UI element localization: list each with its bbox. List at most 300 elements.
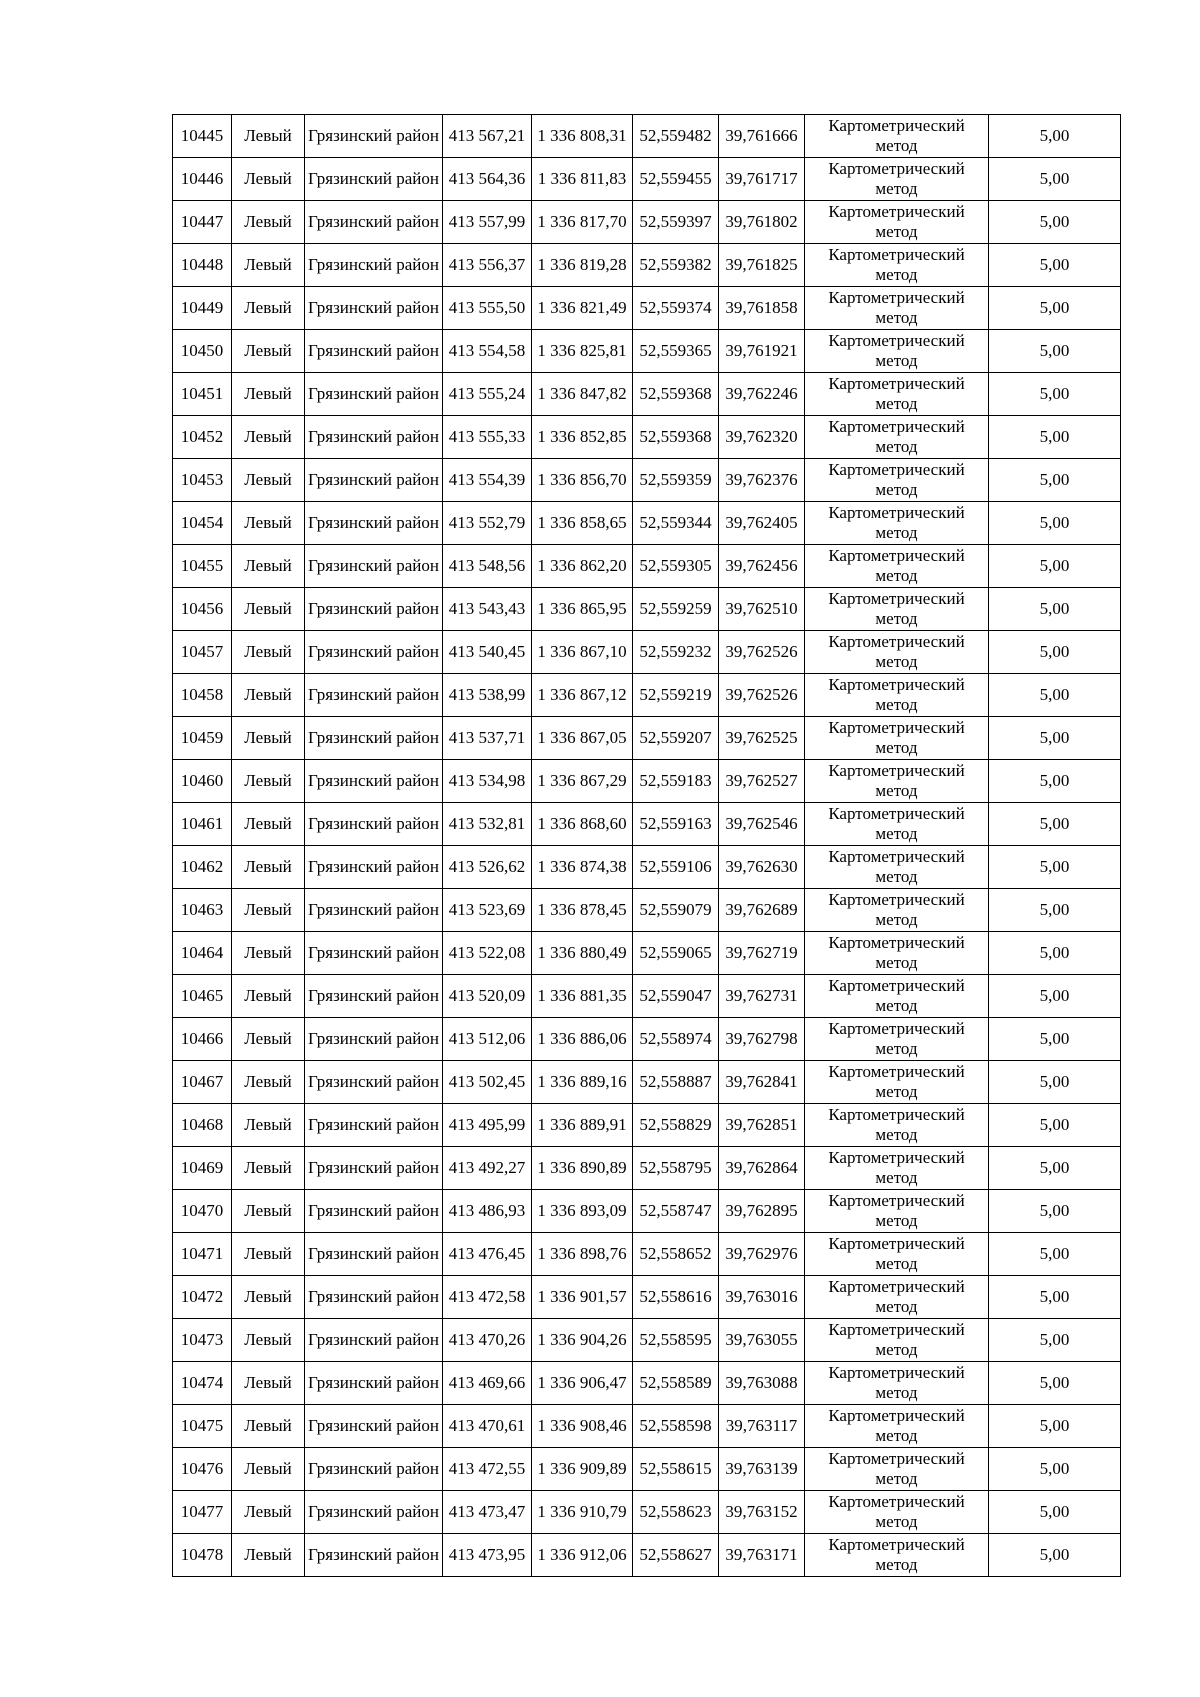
cell-latitude: 52,558887 <box>633 1061 719 1104</box>
cell-district: Грязинский район <box>305 932 443 975</box>
cell-point-number: 10464 <box>173 932 232 975</box>
cell-coord-y: 1 336 821,49 <box>532 287 633 330</box>
cell-coord-x: 413 502,45 <box>443 1061 532 1104</box>
cell-coord-y: 1 336 904,26 <box>532 1319 633 1362</box>
cell-longitude: 39,762841 <box>719 1061 805 1104</box>
cell-coord-x: 413 555,33 <box>443 416 532 459</box>
cell-longitude: 39,761666 <box>719 115 805 158</box>
table-row <box>173 1104 1121 1147</box>
cell-longitude: 39,761921 <box>719 330 805 373</box>
cell-district: Грязинский район <box>305 201 443 244</box>
cell-district: Грязинский район <box>305 330 443 373</box>
cell-latitude: 52,558795 <box>633 1147 719 1190</box>
cell-latitude: 52,559305 <box>633 545 719 588</box>
cell-district: Грязинский район <box>305 1405 443 1448</box>
cell-point-number: 10465 <box>173 975 232 1018</box>
cell-coord-y: 1 336 912,06 <box>532 1534 633 1577</box>
cell-coord-x: 413 555,24 <box>443 373 532 416</box>
cell-coord-x: 413 523,69 <box>443 889 532 932</box>
cell-point-number: 10448 <box>173 244 232 287</box>
cell-longitude: 39,762376 <box>719 459 805 502</box>
cell-point-number: 10457 <box>173 631 232 674</box>
table-row <box>173 373 1121 416</box>
cell-longitude: 39,762526 <box>719 674 805 717</box>
coordinates-table <box>172 114 1121 1577</box>
cell-method: Картометрический метод <box>805 717 989 760</box>
cell-district: Грязинский район <box>305 1061 443 1104</box>
table-row <box>173 1233 1121 1276</box>
cell-latitude: 52,558747 <box>633 1190 719 1233</box>
cell-accuracy: 5,00 <box>989 1319 1121 1362</box>
cell-district: Грязинский район <box>305 115 443 158</box>
cell-bank-side: Левый <box>232 1061 305 1104</box>
cell-coord-x: 413 564,36 <box>443 158 532 201</box>
cell-bank-side: Левый <box>232 416 305 459</box>
cell-bank-side: Левый <box>232 115 305 158</box>
cell-bank-side: Левый <box>232 1319 305 1362</box>
cell-point-number: 10456 <box>173 588 232 631</box>
cell-point-number: 10469 <box>173 1147 232 1190</box>
cell-bank-side: Левый <box>232 975 305 1018</box>
cell-accuracy: 5,00 <box>989 1190 1121 1233</box>
cell-method: Картометрический метод <box>805 287 989 330</box>
cell-coord-y: 1 336 889,16 <box>532 1061 633 1104</box>
cell-coord-y: 1 336 852,85 <box>532 416 633 459</box>
cell-method: Картометрический метод <box>805 502 989 545</box>
table-row <box>173 674 1121 717</box>
cell-method: Картометрический метод <box>805 1147 989 1190</box>
cell-coord-x: 413 472,58 <box>443 1276 532 1319</box>
cell-coord-x: 413 557,99 <box>443 201 532 244</box>
cell-point-number: 10458 <box>173 674 232 717</box>
cell-latitude: 52,558974 <box>633 1018 719 1061</box>
cell-coord-y: 1 336 878,45 <box>532 889 633 932</box>
cell-method: Картометрический метод <box>805 1061 989 1104</box>
cell-point-number: 10468 <box>173 1104 232 1147</box>
cell-method: Картометрический метод <box>805 158 989 201</box>
cell-accuracy: 5,00 <box>989 1491 1121 1534</box>
cell-longitude: 39,762526 <box>719 631 805 674</box>
cell-accuracy: 5,00 <box>989 674 1121 717</box>
cell-point-number: 10446 <box>173 158 232 201</box>
cell-longitude: 39,762405 <box>719 502 805 545</box>
cell-method: Картометрический метод <box>805 588 989 631</box>
cell-accuracy: 5,00 <box>989 1104 1121 1147</box>
cell-district: Грязинский район <box>305 545 443 588</box>
cell-longitude: 39,762689 <box>719 889 805 932</box>
cell-latitude: 52,559183 <box>633 760 719 803</box>
cell-latitude: 52,559374 <box>633 287 719 330</box>
cell-coord-x: 413 473,95 <box>443 1534 532 1577</box>
cell-accuracy: 5,00 <box>989 631 1121 674</box>
cell-district: Грязинский район <box>305 373 443 416</box>
cell-latitude: 52,559106 <box>633 846 719 889</box>
cell-accuracy: 5,00 <box>989 588 1121 631</box>
cell-point-number: 10476 <box>173 1448 232 1491</box>
cell-longitude: 39,762731 <box>719 975 805 1018</box>
cell-point-number: 10471 <box>173 1233 232 1276</box>
cell-coord-x: 413 526,62 <box>443 846 532 889</box>
table-row <box>173 1018 1121 1061</box>
cell-longitude: 39,761717 <box>719 158 805 201</box>
cell-coord-x: 413 495,99 <box>443 1104 532 1147</box>
cell-latitude: 52,559382 <box>633 244 719 287</box>
cell-method: Картометрический метод <box>805 975 989 1018</box>
table-row <box>173 502 1121 545</box>
cell-method: Картометрический метод <box>805 1190 989 1233</box>
cell-coord-y: 1 336 867,12 <box>532 674 633 717</box>
cell-coord-x: 413 538,99 <box>443 674 532 717</box>
cell-accuracy: 5,00 <box>989 1448 1121 1491</box>
cell-coord-x: 413 512,06 <box>443 1018 532 1061</box>
cell-coord-x: 413 472,55 <box>443 1448 532 1491</box>
cell-coord-x: 413 552,79 <box>443 502 532 545</box>
cell-district: Грязинский район <box>305 1362 443 1405</box>
table-row <box>173 1276 1121 1319</box>
cell-method: Картометрический метод <box>805 545 989 588</box>
cell-longitude: 39,762895 <box>719 1190 805 1233</box>
cell-accuracy: 5,00 <box>989 244 1121 287</box>
cell-coord-x: 413 470,26 <box>443 1319 532 1362</box>
cell-point-number: 10445 <box>173 115 232 158</box>
cell-district: Грязинский район <box>305 416 443 459</box>
cell-latitude: 52,559065 <box>633 932 719 975</box>
cell-bank-side: Левый <box>232 545 305 588</box>
cell-method: Картометрический метод <box>805 330 989 373</box>
cell-method: Картометрический метод <box>805 1276 989 1319</box>
cell-bank-side: Левый <box>232 1448 305 1491</box>
cell-coord-x: 413 476,45 <box>443 1233 532 1276</box>
cell-latitude: 52,558652 <box>633 1233 719 1276</box>
cell-latitude: 52,558595 <box>633 1319 719 1362</box>
cell-accuracy: 5,00 <box>989 1147 1121 1190</box>
cell-district: Грязинский район <box>305 717 443 760</box>
cell-coord-x: 413 473,47 <box>443 1491 532 1534</box>
cell-latitude: 52,558616 <box>633 1276 719 1319</box>
cell-accuracy: 5,00 <box>989 201 1121 244</box>
cell-bank-side: Левый <box>232 631 305 674</box>
cell-bank-side: Левый <box>232 201 305 244</box>
cell-bank-side: Левый <box>232 1018 305 1061</box>
cell-latitude: 52,559368 <box>633 373 719 416</box>
cell-point-number: 10453 <box>173 459 232 502</box>
cell-accuracy: 5,00 <box>989 1534 1121 1577</box>
cell-latitude: 52,559163 <box>633 803 719 846</box>
cell-coord-y: 1 336 909,89 <box>532 1448 633 1491</box>
cell-method: Картометрический метод <box>805 846 989 889</box>
cell-accuracy: 5,00 <box>989 803 1121 846</box>
cell-accuracy: 5,00 <box>989 1362 1121 1405</box>
cell-method: Картометрический метод <box>805 932 989 975</box>
cell-coord-y: 1 336 862,20 <box>532 545 633 588</box>
table-row <box>173 717 1121 760</box>
cell-longitude: 39,761858 <box>719 287 805 330</box>
cell-latitude: 52,559344 <box>633 502 719 545</box>
table-row <box>173 631 1121 674</box>
cell-longitude: 39,762546 <box>719 803 805 846</box>
cell-accuracy: 5,00 <box>989 502 1121 545</box>
cell-coord-y: 1 336 867,05 <box>532 717 633 760</box>
cell-method: Картометрический метод <box>805 201 989 244</box>
cell-coord-y: 1 336 867,10 <box>532 631 633 674</box>
cell-method: Картометрический метод <box>805 803 989 846</box>
cell-bank-side: Левый <box>232 1233 305 1276</box>
cell-longitude: 39,762798 <box>719 1018 805 1061</box>
cell-accuracy: 5,00 <box>989 373 1121 416</box>
cell-district: Грязинский район <box>305 631 443 674</box>
cell-bank-side: Левый <box>232 846 305 889</box>
cell-latitude: 52,559359 <box>633 459 719 502</box>
cell-method: Картометрический метод <box>805 889 989 932</box>
cell-bank-side: Левый <box>232 502 305 545</box>
cell-bank-side: Левый <box>232 244 305 287</box>
cell-district: Грязинский район <box>305 1147 443 1190</box>
cell-coord-x: 413 469,66 <box>443 1362 532 1405</box>
cell-method: Картометрический метод <box>805 1405 989 1448</box>
cell-coord-y: 1 336 906,47 <box>532 1362 633 1405</box>
cell-method: Картометрический метод <box>805 631 989 674</box>
table-row <box>173 1534 1121 1577</box>
cell-coord-x: 413 554,58 <box>443 330 532 373</box>
cell-longitude: 39,762510 <box>719 588 805 631</box>
cell-district: Грязинский район <box>305 158 443 201</box>
cell-bank-side: Левый <box>232 674 305 717</box>
cell-bank-side: Левый <box>232 717 305 760</box>
cell-accuracy: 5,00 <box>989 717 1121 760</box>
cell-bank-side: Левый <box>232 1491 305 1534</box>
cell-point-number: 10451 <box>173 373 232 416</box>
cell-point-number: 10447 <box>173 201 232 244</box>
cell-coord-y: 1 336 847,82 <box>532 373 633 416</box>
cell-point-number: 10475 <box>173 1405 232 1448</box>
table-row <box>173 760 1121 803</box>
cell-point-number: 10466 <box>173 1018 232 1061</box>
cell-latitude: 52,558615 <box>633 1448 719 1491</box>
cell-longitude: 39,761802 <box>719 201 805 244</box>
cell-district: Грязинский район <box>305 287 443 330</box>
cell-accuracy: 5,00 <box>989 1276 1121 1319</box>
table-row <box>173 201 1121 244</box>
cell-coord-x: 413 486,93 <box>443 1190 532 1233</box>
cell-point-number: 10450 <box>173 330 232 373</box>
table-row <box>173 244 1121 287</box>
cell-latitude: 52,559259 <box>633 588 719 631</box>
cell-coord-y: 1 336 811,83 <box>532 158 633 201</box>
cell-method: Картометрический метод <box>805 244 989 287</box>
cell-district: Грязинский район <box>305 502 443 545</box>
cell-method: Картометрический метод <box>805 1319 989 1362</box>
cell-latitude: 52,559482 <box>633 115 719 158</box>
cell-point-number: 10455 <box>173 545 232 588</box>
cell-point-number: 10460 <box>173 760 232 803</box>
table-row <box>173 158 1121 201</box>
cell-coord-y: 1 336 889,91 <box>532 1104 633 1147</box>
cell-bank-side: Левый <box>232 1147 305 1190</box>
cell-bank-side: Левый <box>232 158 305 201</box>
cell-longitude: 39,762456 <box>719 545 805 588</box>
cell-coord-y: 1 336 865,95 <box>532 588 633 631</box>
cell-method: Картометрический метод <box>805 1534 989 1577</box>
cell-bank-side: Левый <box>232 932 305 975</box>
table-row <box>173 416 1121 459</box>
cell-district: Грязинский район <box>305 1233 443 1276</box>
cell-coord-y: 1 336 825,81 <box>532 330 633 373</box>
cell-latitude: 52,559397 <box>633 201 719 244</box>
cell-longitude: 39,762719 <box>719 932 805 975</box>
cell-point-number: 10467 <box>173 1061 232 1104</box>
cell-longitude: 39,763171 <box>719 1534 805 1577</box>
cell-accuracy: 5,00 <box>989 889 1121 932</box>
cell-coord-y: 1 336 868,60 <box>532 803 633 846</box>
cell-longitude: 39,762630 <box>719 846 805 889</box>
cell-accuracy: 5,00 <box>989 545 1121 588</box>
cell-longitude: 39,762320 <box>719 416 805 459</box>
cell-point-number: 10459 <box>173 717 232 760</box>
cell-method: Картометрический метод <box>805 115 989 158</box>
cell-longitude: 39,762525 <box>719 717 805 760</box>
cell-latitude: 52,559368 <box>633 416 719 459</box>
cell-longitude: 39,763016 <box>719 1276 805 1319</box>
cell-district: Грязинский район <box>305 459 443 502</box>
cell-district: Грязинский район <box>305 760 443 803</box>
cell-bank-side: Левый <box>232 459 305 502</box>
cell-district: Грязинский район <box>305 1018 443 1061</box>
cell-coord-y: 1 336 890,89 <box>532 1147 633 1190</box>
cell-longitude: 39,763152 <box>719 1491 805 1534</box>
cell-coord-x: 413 534,98 <box>443 760 532 803</box>
cell-coord-x: 413 554,39 <box>443 459 532 502</box>
cell-district: Грязинский район <box>305 1534 443 1577</box>
cell-district: Грязинский район <box>305 1276 443 1319</box>
cell-district: Грязинский район <box>305 588 443 631</box>
cell-point-number: 10454 <box>173 502 232 545</box>
cell-method: Картометрический метод <box>805 1018 989 1061</box>
cell-accuracy: 5,00 <box>989 760 1121 803</box>
cell-district: Грязинский район <box>305 975 443 1018</box>
cell-method: Картометрический метод <box>805 373 989 416</box>
cell-coord-x: 413 548,56 <box>443 545 532 588</box>
cell-coord-y: 1 336 881,35 <box>532 975 633 1018</box>
cell-longitude: 39,763139 <box>719 1448 805 1491</box>
cell-point-number: 10462 <box>173 846 232 889</box>
cell-coord-y: 1 336 867,29 <box>532 760 633 803</box>
cell-point-number: 10478 <box>173 1534 232 1577</box>
cell-coord-y: 1 336 819,28 <box>532 244 633 287</box>
cell-district: Грязинский район <box>305 846 443 889</box>
table-row <box>173 545 1121 588</box>
table-row <box>173 1319 1121 1362</box>
cell-coord-x: 413 540,45 <box>443 631 532 674</box>
cell-accuracy: 5,00 <box>989 1018 1121 1061</box>
cell-point-number: 10470 <box>173 1190 232 1233</box>
cell-bank-side: Левый <box>232 1405 305 1448</box>
cell-accuracy: 5,00 <box>989 932 1121 975</box>
cell-latitude: 52,558627 <box>633 1534 719 1577</box>
cell-coord-x: 413 567,21 <box>443 115 532 158</box>
cell-bank-side: Левый <box>232 588 305 631</box>
cell-method: Картометрический метод <box>805 1448 989 1491</box>
cell-coord-y: 1 336 893,09 <box>532 1190 633 1233</box>
cell-longitude: 39,762864 <box>719 1147 805 1190</box>
cell-coord-y: 1 336 874,38 <box>532 846 633 889</box>
cell-district: Грязинский район <box>305 889 443 932</box>
table-row <box>173 588 1121 631</box>
cell-bank-side: Левый <box>232 287 305 330</box>
cell-accuracy: 5,00 <box>989 1405 1121 1448</box>
cell-accuracy: 5,00 <box>989 330 1121 373</box>
cell-longitude: 39,763055 <box>719 1319 805 1362</box>
cell-accuracy: 5,00 <box>989 416 1121 459</box>
cell-coord-x: 413 543,43 <box>443 588 532 631</box>
cell-district: Грязинский район <box>305 1104 443 1147</box>
cell-point-number: 10473 <box>173 1319 232 1362</box>
cell-latitude: 52,559232 <box>633 631 719 674</box>
cell-bank-side: Левый <box>232 1190 305 1233</box>
cell-coord-x: 413 555,50 <box>443 287 532 330</box>
cell-bank-side: Левый <box>232 1276 305 1319</box>
cell-coord-y: 1 336 808,31 <box>532 115 633 158</box>
table-row <box>173 287 1121 330</box>
cell-bank-side: Левый <box>232 889 305 932</box>
cell-coord-y: 1 336 908,46 <box>532 1405 633 1448</box>
cell-coord-y: 1 336 817,70 <box>532 201 633 244</box>
cell-coord-y: 1 336 856,70 <box>532 459 633 502</box>
cell-point-number: 10472 <box>173 1276 232 1319</box>
cell-point-number: 10474 <box>173 1362 232 1405</box>
table-row <box>173 1147 1121 1190</box>
cell-district: Грязинский район <box>305 1448 443 1491</box>
cell-latitude: 52,559047 <box>633 975 719 1018</box>
cell-longitude: 39,762976 <box>719 1233 805 1276</box>
cell-method: Картометрический метод <box>805 1362 989 1405</box>
table-row <box>173 115 1121 158</box>
cell-longitude: 39,762851 <box>719 1104 805 1147</box>
cell-coord-y: 1 336 901,57 <box>532 1276 633 1319</box>
table-row <box>173 1061 1121 1104</box>
cell-method: Картометрический метод <box>805 416 989 459</box>
cell-accuracy: 5,00 <box>989 975 1121 1018</box>
cell-point-number: 10461 <box>173 803 232 846</box>
table-body <box>173 115 1121 1577</box>
cell-latitude: 52,558829 <box>633 1104 719 1147</box>
cell-accuracy: 5,00 <box>989 1233 1121 1276</box>
cell-longitude: 39,763088 <box>719 1362 805 1405</box>
table-row <box>173 459 1121 502</box>
cell-latitude: 52,559455 <box>633 158 719 201</box>
cell-point-number: 10463 <box>173 889 232 932</box>
cell-accuracy: 5,00 <box>989 846 1121 889</box>
cell-coord-x: 413 520,09 <box>443 975 532 1018</box>
cell-latitude: 52,559365 <box>633 330 719 373</box>
cell-coord-y: 1 336 858,65 <box>532 502 633 545</box>
table-row <box>173 932 1121 975</box>
cell-latitude: 52,559079 <box>633 889 719 932</box>
table-row <box>173 1362 1121 1405</box>
cell-latitude: 52,558598 <box>633 1405 719 1448</box>
cell-latitude: 52,558589 <box>633 1362 719 1405</box>
cell-coord-y: 1 336 880,49 <box>532 932 633 975</box>
cell-latitude: 52,559219 <box>633 674 719 717</box>
cell-point-number: 10452 <box>173 416 232 459</box>
cell-coord-x: 413 522,08 <box>443 932 532 975</box>
table-row <box>173 1491 1121 1534</box>
cell-method: Картометрический метод <box>805 674 989 717</box>
cell-longitude: 39,763117 <box>719 1405 805 1448</box>
cell-district: Грязинский район <box>305 803 443 846</box>
table-row <box>173 1405 1121 1448</box>
cell-district: Грязинский район <box>305 1190 443 1233</box>
cell-bank-side: Левый <box>232 1534 305 1577</box>
